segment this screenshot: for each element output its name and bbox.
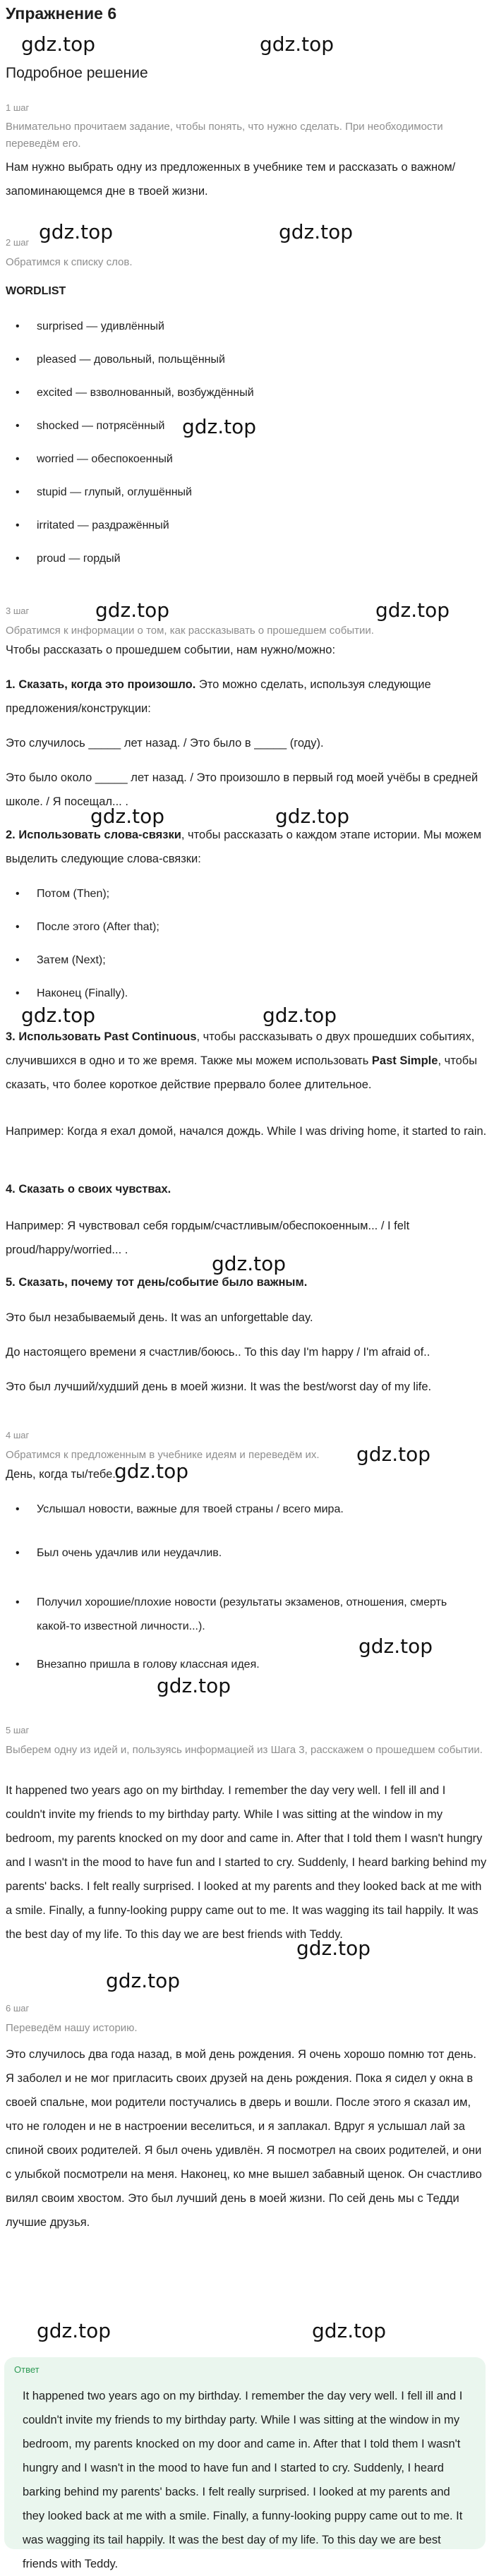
watermark: gdz.top <box>375 598 450 622</box>
step-hint: Обратимся к предложенным в учебнике идеям и переведём их. <box>6 1449 320 1461</box>
answer-label: Ответ <box>14 2364 40 2375</box>
watermark: gdz.top <box>359 1635 433 1658</box>
list-item: • Был очень удачлив или неудачлив. <box>16 1547 222 1560</box>
step-text: Например: Я чувствовал себя гордым/счастливым/обеспокоенным... / I felt proud/happy/worried... . <box>6 1220 410 1256</box>
step-label: 4 шаг <box>6 1430 30 1440</box>
list-item: • surprised — удивлённый <box>16 320 164 333</box>
step-text: 3. Использовать Past Continuous, чтобы рассказывать о двух прошедших событиях, случившихся в одно и то же время. Также мы можем использовать Past Simple, чтобы сказать, что более короткое действие прервало более длительное. <box>6 1030 478 1091</box>
list-item: • shocked — потрясённый <box>16 420 164 433</box>
watermark: gdz.top <box>212 1252 287 1275</box>
step-text: Это случилось два года назад, в мой день рождения. Я очень хорошо помню тот день. Я заболел и не мог пригласить своих друзей на день рождения. Пока я сидел у окна в своей спальне, мои родители постучались в дверь и вошли. После этого я сказал им, что не голоден и не в настроении веселиться, и я заплакал. Вдруг я услышал лай за спиной своих родителей. Я был очень удивлён. Я посмотрел на своих родителей, и они с улыбкой посмотрели на меня. Наконец, ко мне вышел забавный щенок. Он счастливо вилял своим хвостом. Это был лучший день в моей жизни. По сей день мы с Тедди лучшие друзья. <box>6 2048 482 2229</box>
list-item: • Получил хорошие/плохие новости (результаты экзаменов, отношения, смерть какой-то известной личности...). <box>16 1591 474 1639</box>
step-text: Это был лучший/худший день в моей жизни. It was the best/worst day of my life. <box>6 1380 432 1393</box>
watermark: gdz.top <box>95 598 170 622</box>
watermark: gdz.top <box>260 32 335 56</box>
step-label: 2 шаг <box>6 237 30 248</box>
step-hint: Обратимся к списку слов. <box>6 256 133 268</box>
watermark: gdz.top <box>37 2319 112 2342</box>
list-item: • irritated — раздражённый <box>16 519 169 532</box>
list-item: • stupid — глупый, оглушённый <box>16 486 192 499</box>
watermark: gdz.top <box>90 805 165 828</box>
watermark: gdz.top <box>21 1004 96 1027</box>
watermark: gdz.top <box>106 1969 181 1992</box>
watermark: gdz.top <box>39 220 114 243</box>
list-item: • Внезапно пришла в голову классная идея. <box>16 1659 260 1671</box>
step-label: 5 шаг <box>6 1725 30 1735</box>
step-text: 5. Сказать, почему тот день/событие было важным. <box>6 1276 308 1289</box>
list-item: • Наконец (Finally). <box>16 987 128 1000</box>
watermark: gdz.top <box>157 1674 231 1697</box>
list-item: • Потом (Then); <box>16 888 109 901</box>
step-text: Например: Когда я ехал домой, начался дождь. While I was driving home, it started to rain. <box>6 1125 487 1138</box>
watermark: gdz.top <box>279 220 354 243</box>
step-text: 4. Сказать о своих чувствах. <box>6 1183 171 1196</box>
answer-text: It happened two years ago on my birthday. I remember the day very well. I fell ill and I couldn't invite my friends to my birthday party. While I was sitting at the window in my bedroom, my parents knocked on my door and came in. After that I told them I wasn't hungry and I wasn't in the mood to have fun and I started to cry. Suddenly, I heard barking behind my parents' backs. I felt really surprised. I looked at my parents and they looked back at me with a smile. Finally, a funny-looking puppy came out to me. It was wagging its tail happily. It was the best day of my life. To this day we are best friends with Teddy. <box>23 2390 463 2570</box>
step-text: It happened two years ago on my birthday. I remember the day very well. I fell ill and I couldn't invite my friends to my birthday party. While I was sitting at the window in my bedroom, my parents knocked on my door and came in. After that I told them I wasn't hungry and I wasn't in the mood to have fun and I started to cry. Suddenly, I heard barking behind my parents' backs. I felt really surprised. I looked at my parents and they looked back at me with a smile. Finally, a funny-looking puppy came out to me. It was wagging its tail happily. It was the best day of my life. To this day we are best friends with Teddy. <box>6 1784 487 1941</box>
watermark: gdz.top <box>275 805 350 828</box>
step-hint: Переведём нашу историю. <box>6 2022 138 2034</box>
step-hint: Обратимся к информации о том, как рассказывать о прошедшем событии. <box>6 625 374 637</box>
step-text: До настоящего времени я счастлив/боюсь.. To this day I'm happy / I'm afraid of.. <box>6 1346 430 1359</box>
step-text: 2. Использовать слова-связки, чтобы рассказать о каждом этапе истории. Мы можем выделить следующие слова-связки: <box>6 829 482 865</box>
watermark: gdz.top <box>356 1443 431 1466</box>
step-text: Нам нужно выбрать одну из предложенных в учебнике тем и рассказать о важном/запоминающемся дне в твоей жизни. <box>6 161 456 198</box>
page-title: Упражнение 6 <box>6 4 117 23</box>
wordlist-heading: WORDLIST <box>6 285 66 297</box>
step-text: 1. Сказать, когда это произошло. Это можно сделать, используя следующие предложения/конструкции: <box>6 678 431 715</box>
list-item: • Услышал новости, важные для твоей страны / всего мира. <box>16 1503 344 1516</box>
step-hint: Выберем одну из идей и, пользуясь информацией из Шага 3, расскажем о прошедшем событии. <box>6 1744 483 1756</box>
step-text: День, когда ты/тебе... <box>6 1468 123 1481</box>
step-text: Это было около _____ лет назад. / Это произошло в первый год моей учёбы в средней школе. / Я посещал... . <box>6 771 478 808</box>
step-hint: Внимательно прочитаем задание, чтобы понять, что нужно сделать. При необходимости переведём его. <box>6 121 443 150</box>
watermark: gdz.top <box>263 1004 337 1027</box>
list-item: • Затем (Next); <box>16 954 106 967</box>
list-item: • excited — взволнованный, возбуждённый <box>16 387 254 399</box>
watermark: gdz.top <box>182 415 257 438</box>
list-item: • proud — гордый <box>16 553 121 565</box>
watermark: gdz.top <box>312 2319 387 2342</box>
step-label: 1 шаг <box>6 102 30 113</box>
step-label: 3 шаг <box>6 606 30 616</box>
watermark: gdz.top <box>21 32 96 56</box>
step-label: 6 шаг <box>6 2003 30 2014</box>
step-text: Это был незабываемый день. It was an unforgettable day. <box>6 1311 313 1324</box>
list-item: • После этого (After that); <box>16 921 159 934</box>
solution-heading: Подробное решение <box>6 65 148 81</box>
step-text: Чтобы рассказать о прошедшем событии, нам нужно/можно: <box>6 644 336 656</box>
step-text: Это случилось _____ лет назад. / Это было в _____ (году). <box>6 737 324 750</box>
list-item: • worried — обеспокоенный <box>16 453 173 466</box>
watermark: gdz.top <box>296 1937 371 1960</box>
watermark: gdz.top <box>114 1459 189 1483</box>
list-item: • pleased — довольный, польщённый <box>16 354 225 366</box>
